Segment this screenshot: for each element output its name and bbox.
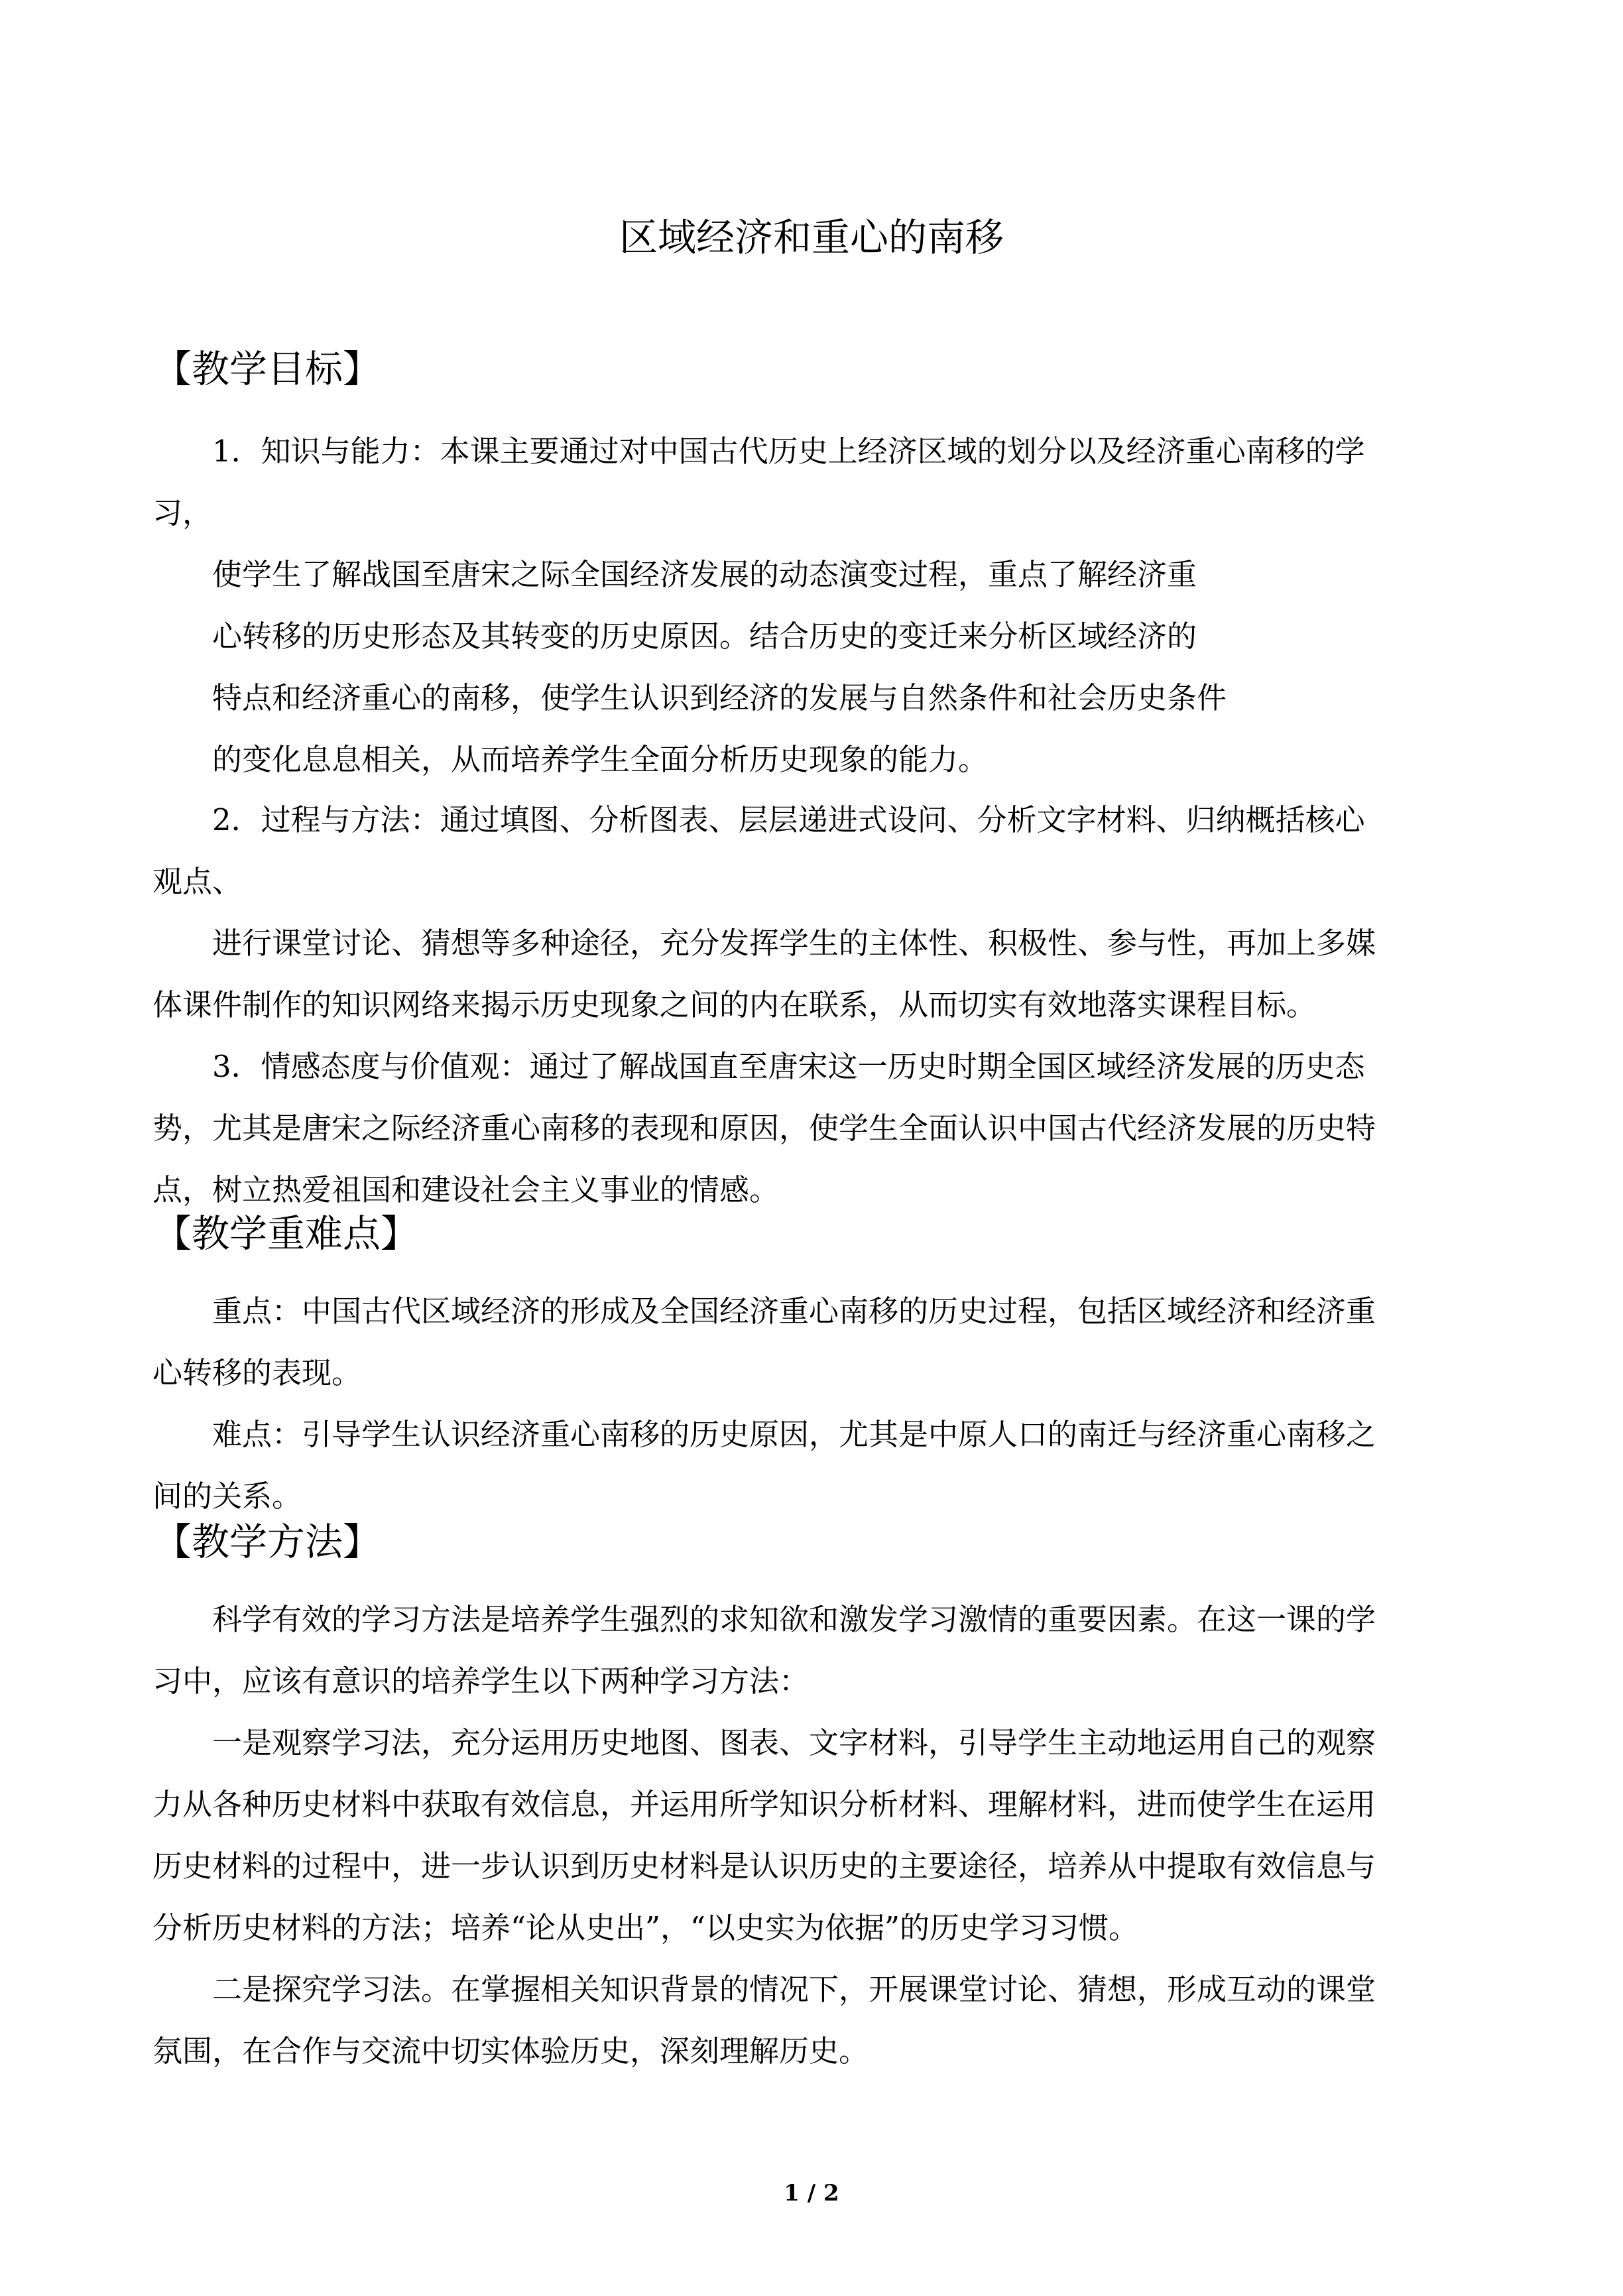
paragraph-line: 一是观察学习法，充分运用历史地图、图表、文字材料，引导学生主动地运用自己的观察 (212, 1725, 1376, 1760)
paragraph-line: 科学有效的学习方法是培养学生强烈的求知欲和激发学习激情的重要因素。在这一课的学 (212, 1602, 1376, 1637)
paragraph-line: 分析历史材料的方法；培养“论从史出”，“以史实为依据”的历史学习习惯。 (152, 1910, 1139, 1945)
paragraph-line: 习中，应该有意识的培养学生以下两种学习方法： (152, 1663, 810, 1699)
paragraph-line: 力从各种历史材料中获取有效信息，并运用所学知识分析材料、理解材料，进而使学生在运用 (152, 1787, 1376, 1822)
paragraph-line: 使学生了解战国至唐宋之际全国经济发展的动态演变过程，重点了解经济重 (212, 557, 1197, 592)
paragraph-line: 点，树立热爱祖国和建设社会主义事业的情感。 (152, 1172, 780, 1207)
paragraph-line: 进行课堂讨论、猜想等多种途径，充分发挥学生的主体性、积极性、参与性，再加上多媒 (212, 926, 1376, 961)
section-heading-objectives: 【教学目标】 (154, 347, 381, 391)
paragraph-line: 3．情感态度与价值观：通过了解战国直至唐宋这一历史时期全国区域经济发展的历史态 (212, 1049, 1365, 1084)
section-heading-key-points: 【教学重难点】 (154, 1212, 418, 1256)
paragraph-line: 心转移的表现。 (152, 1355, 362, 1390)
paragraph-line: 间的关系。 (152, 1479, 302, 1514)
paragraph-line: 二是探究学习法。在掌握相关知识背景的情况下，开展课堂讨论、猜想，形成互动的课堂 (212, 1972, 1376, 2007)
paragraph-line: 重点：中国古代区域经济的形成及全国经济重心南移的历史过程，包括区域经济和经济重 (212, 1294, 1376, 1329)
section-heading-methods: 【教学方法】 (154, 1520, 381, 1564)
paragraph-line: 的变化息息相关，从而培养学生全面分析历史现象的能力。 (212, 742, 989, 777)
paragraph-line: 特点和经济重心的南移，使学生认识到经济的发展与自然条件和社会历史条件 (212, 680, 1227, 715)
paragraph-line: 历史材料的过程中，进一步认识到历史材料是认识历史的主要途径，培养从中提取有效信息与 (152, 1848, 1376, 1884)
page-number: 1 / 2 (784, 2180, 839, 2206)
paragraph-line: 体课件制作的知识网络来揭示历史现象之间的内在联系，从而切实有效地落实课程目标。 (152, 987, 1317, 1022)
paragraph-line: 2．过程与方法：通过填图、分析图表、层层递进式设问、分析文字材料、归纳概括核心 (212, 802, 1365, 837)
paragraph-line: 1．知识与能力：本课主要通过对中国古代历史上经济区域的划分以及经济重心南移的学 (212, 434, 1365, 469)
paragraph-line: 难点：引导学生认识经济重心南移的历史原因，尤其是中原人口的南迁与经济重心南移之 (212, 1417, 1376, 1452)
document-title: 区域经济和重心的南移 (619, 215, 1004, 260)
paragraph-line: 心转移的历史形态及其转变的历史原因。结合历史的变迁来分析区域经济的 (212, 619, 1197, 654)
paragraph-line: 观点、 (152, 864, 243, 899)
paragraph-line: 氛围，在合作与交流中切实体验历史，深刻理解历史。 (152, 2033, 869, 2069)
paragraph-line: 势，尤其是唐宋之际经济重心南移的表现和原因，使学生全面认识中国古代经济发展的历史特 (152, 1111, 1376, 1146)
paragraph-line: 习， (152, 495, 213, 530)
